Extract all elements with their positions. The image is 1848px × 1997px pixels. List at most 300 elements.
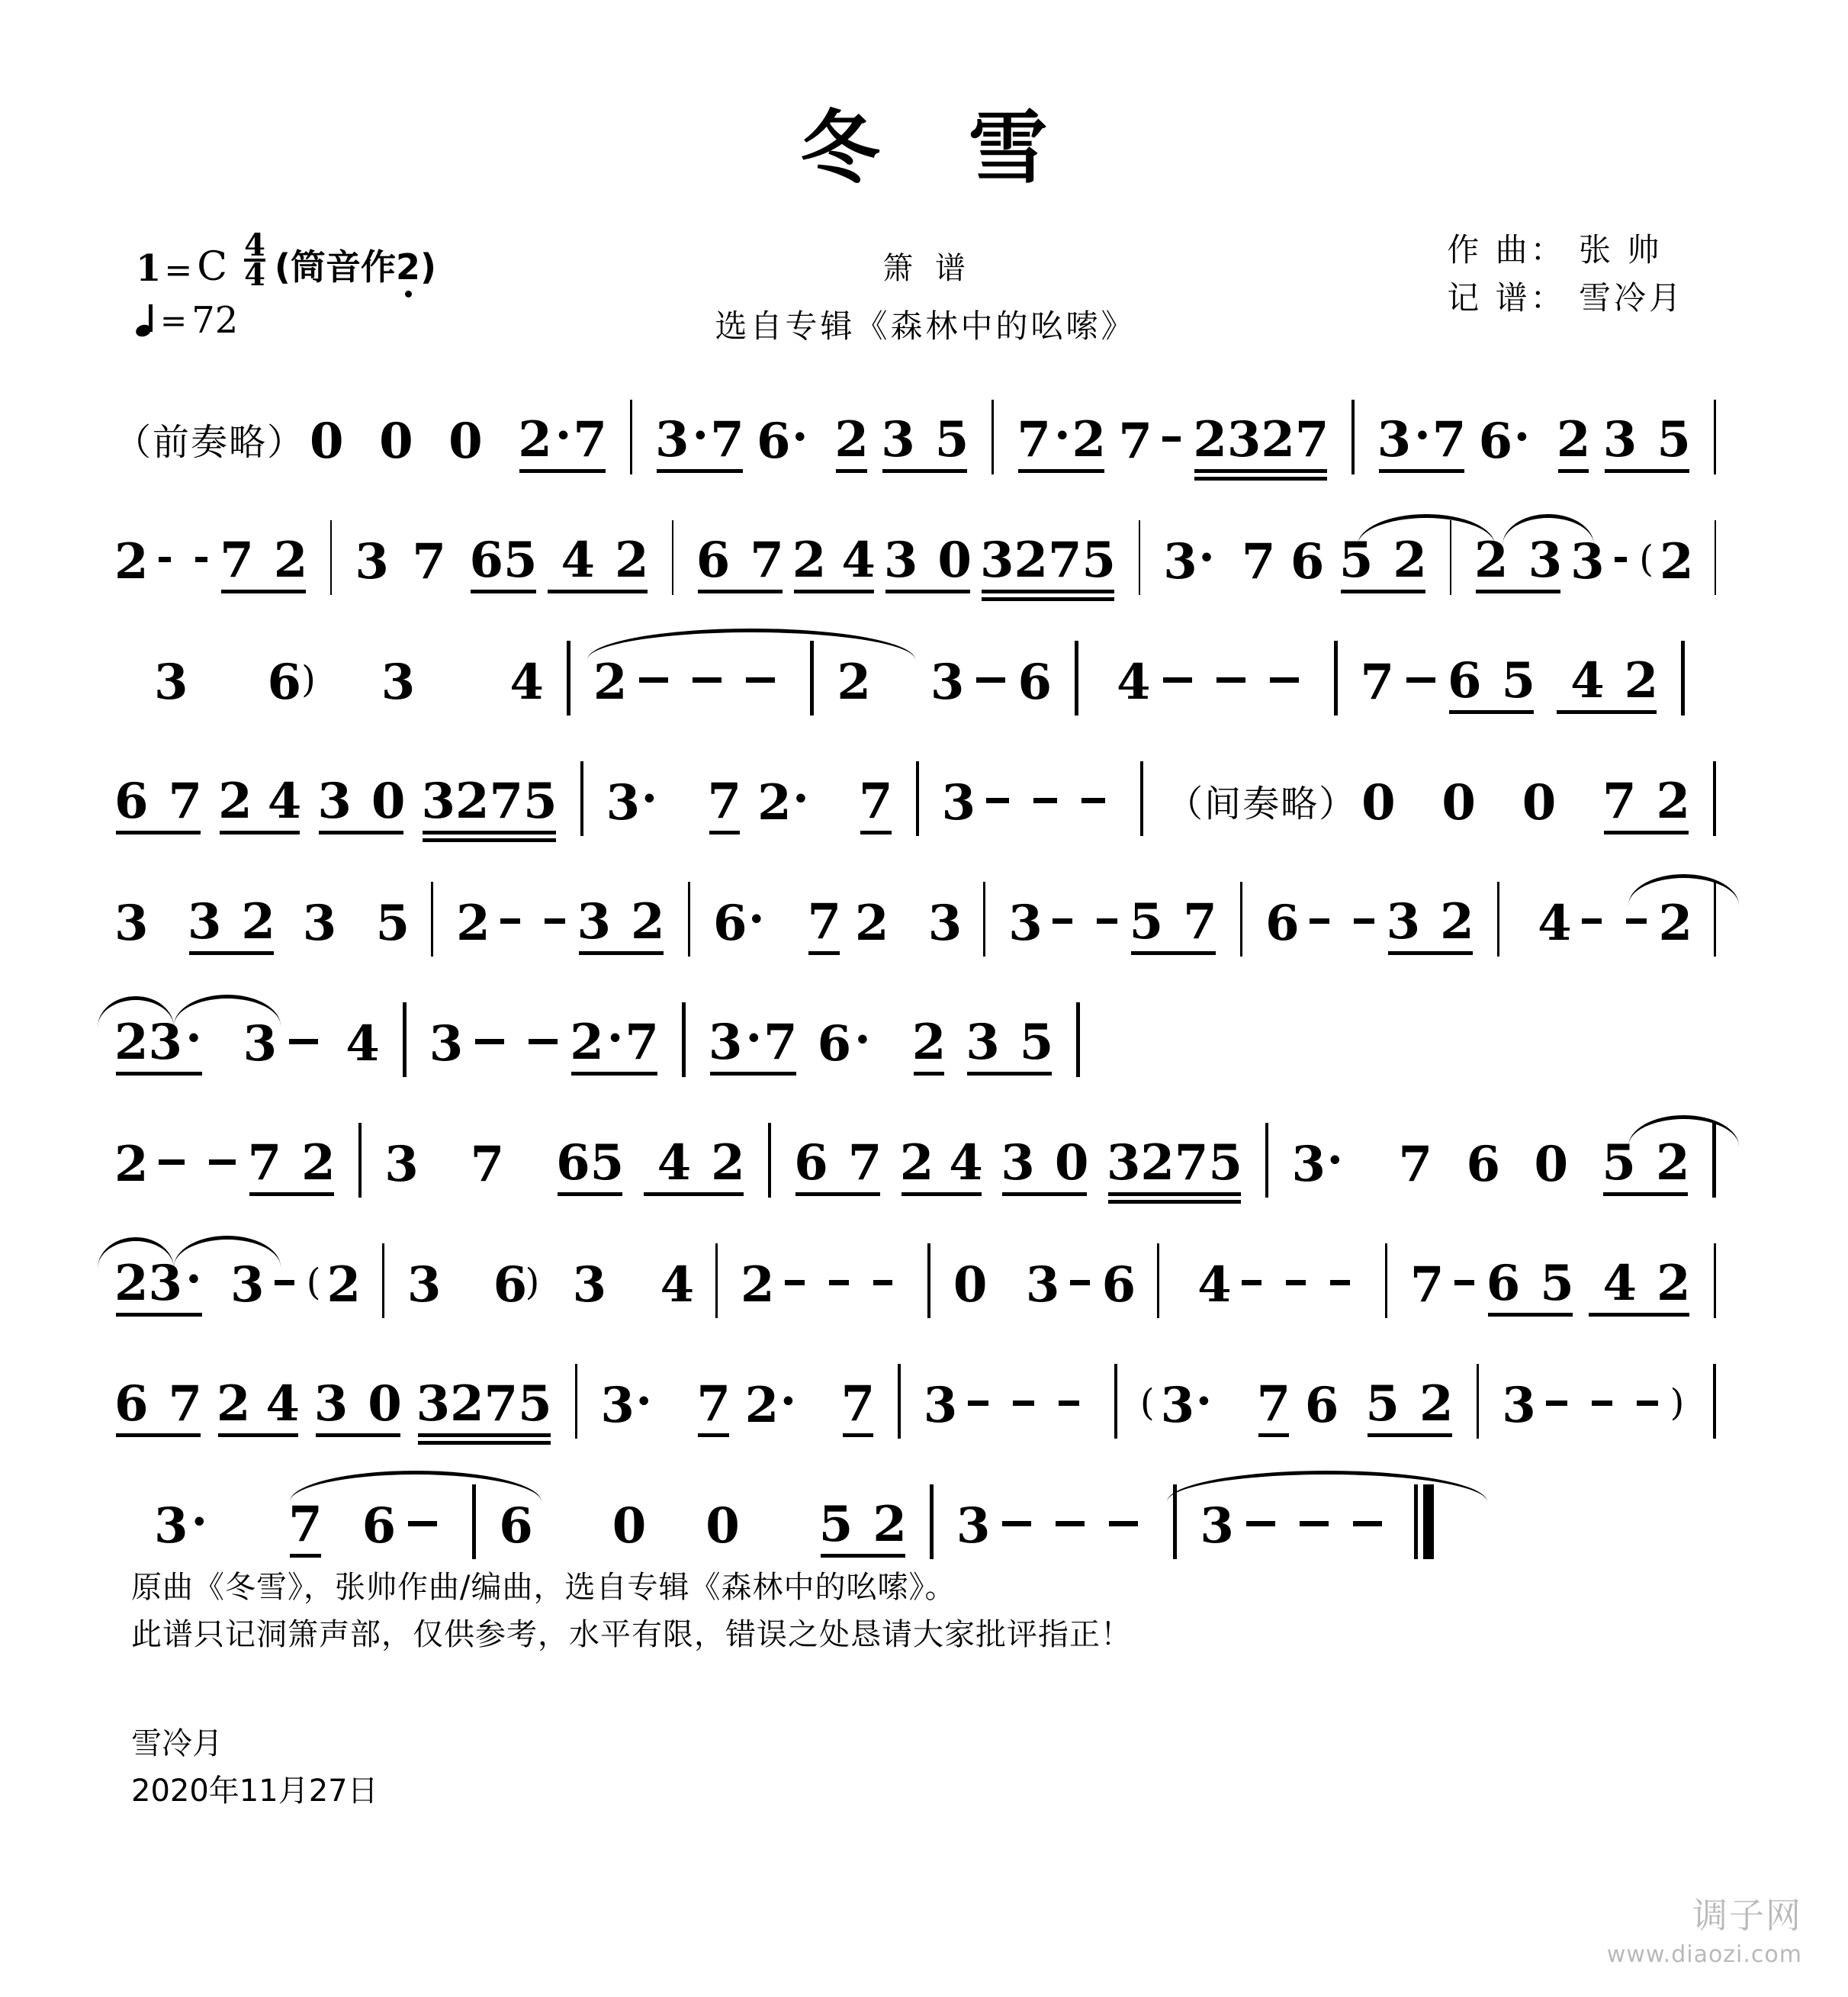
open-paren: ( [1139,1381,1156,1424]
note: 3 [923,1377,958,1434]
barline [1351,400,1354,474]
note: 5 [1365,1375,1400,1433]
note: 2 [1393,532,1427,589]
sustain-dash [1162,436,1181,442]
note: 3 [355,533,389,590]
note: 2 [1014,532,1048,589]
barline [672,520,673,595]
beam-group [187,893,275,950]
sustain-dash [408,1521,437,1526]
note: 7 [1183,893,1217,950]
note: 6 [1265,895,1300,952]
note: 3 [154,654,188,711]
beam-group [966,1014,1054,1071]
site-watermark [1607,1888,1802,1968]
barline [431,882,433,957]
note: 3 [148,1255,183,1312]
note-sharp: 4 [1538,895,1572,952]
barline [688,882,690,957]
note: 3 [883,532,918,589]
note: 2 [1261,411,1295,468]
transcriber-line: 记 谱： 雪冷月 [1447,279,1684,317]
note: 3 [1291,1136,1326,1193]
tempo-equals: = [160,301,188,339]
beam-group [247,1134,336,1191]
note: 7 [168,1375,203,1433]
augmentation-dot: · [792,409,808,465]
barline [1076,1002,1080,1077]
watermark-site-name: 调子网 [1692,1895,1802,1936]
barline [983,882,985,957]
sustain-dash [746,677,775,683]
note: 2 [456,895,490,952]
note: 2 [1072,411,1107,468]
note: 3 [421,773,455,830]
note: 7 [470,1136,505,1193]
barline [991,400,994,474]
sustain-dash [968,1400,988,1406]
note: 2 [216,1375,251,1433]
note: 3 [655,411,689,468]
sustain-dash [1246,1521,1275,1526]
sustain-dash [873,1280,893,1285]
note: 2 [1656,773,1691,830]
augmentation-dot: · [554,407,572,463]
augmentation-dot: · [191,1494,208,1549]
note: 7 [750,532,784,589]
sustain-dash [1056,1521,1085,1526]
sustain-dash [500,918,520,924]
note: 2 [1658,895,1693,952]
augmentation-dot: · [1326,1132,1344,1188]
barline [1173,1484,1177,1559]
beam-group [216,1375,300,1433]
note: 7 [247,1134,282,1191]
note: 5 [590,1134,625,1191]
note: 3 [966,1014,1000,1071]
note: 3 [317,773,352,830]
sustain-dash [1242,1280,1261,1285]
note: 5 [934,411,969,468]
beam-group [1448,652,1536,709]
note: 2 [834,411,869,468]
note: 7 [1241,533,1276,590]
note: 6 [696,532,731,589]
beam-group [834,411,869,468]
note: 5 [523,773,558,830]
barline [682,1002,686,1077]
barline [358,1123,362,1198]
barline [1497,882,1499,957]
fingering-pitch: 2 [395,246,420,288]
note: 7 [625,1014,659,1071]
note: 3 [1106,1134,1141,1191]
close-paren: ) [301,658,317,701]
note: 2 [792,532,827,589]
footnotes-block [131,1564,1132,1658]
note: 6 [713,895,747,952]
note-sharp: 4 [345,1015,380,1072]
note: 5 [503,532,538,589]
sustain-dash [1013,1400,1033,1406]
beam-group [1602,773,1691,830]
note: 5 [1081,532,1117,589]
note: 5 [1019,1014,1054,1071]
beam-group [807,893,841,950]
beam-group [1474,532,1563,589]
barline [1240,882,1242,957]
augmentation-dot: · [635,1373,652,1429]
barline [1334,641,1338,716]
note-sharp: 4 [949,1134,983,1191]
note: 2 [741,1256,775,1314]
note: 3 [416,1375,451,1433]
beam-group [818,1496,907,1553]
sustain-dash [1615,557,1627,562]
fingering-annotation [275,240,436,290]
note: 2 [455,773,490,830]
note: 3 [302,895,337,952]
note: 7 [484,1375,519,1433]
augmentation-dot: · [641,770,658,826]
staff-line-5 [114,863,1739,984]
note-sharp: 4 [1602,1255,1637,1312]
beam-group [1256,1375,1291,1433]
sustain-dash [1070,1280,1090,1285]
note: 3 [407,1256,442,1314]
signature-date: 2020年11月27日 [131,1774,378,1809]
note: 3 [187,893,222,950]
note: 0 [1441,774,1476,831]
note: 2 [1474,532,1509,589]
barline [1715,520,1716,595]
note: 3 [114,895,149,952]
note: 2 [757,774,792,831]
sustain-dash [986,798,1010,803]
beam-group [792,532,876,589]
augmentation-dot: · [1198,529,1215,585]
beam-group [546,532,649,589]
note: 7 [1409,1256,1445,1314]
staff-line-4 [114,743,1739,863]
note: 5 [375,895,410,952]
note: 2 [450,1375,484,1433]
note-sharp: 4 [265,1375,300,1433]
note: 6 [1290,533,1325,590]
beam-group [1556,411,1591,468]
note: 7 [1017,411,1051,468]
note: 3 [313,1375,349,1433]
staff-line-9 [114,1346,1739,1466]
sustain-dash [1300,1521,1329,1526]
note: 3 [600,1377,635,1434]
note: 2 [114,1255,149,1312]
note: 0 [310,413,344,470]
beam-group [883,532,972,589]
note: 2 [570,1014,604,1071]
tonic-label: 1 [136,247,162,290]
note: 3 [956,1497,991,1555]
beam-group [794,1134,882,1191]
barline [715,1243,718,1318]
barline [1714,882,1716,957]
note-sharp: 4 [657,1134,692,1191]
augmentation-dot: · [792,770,809,826]
meter-numerator: 4 [244,227,265,263]
beam-group [469,532,538,589]
note: 3 [1200,1497,1234,1555]
beam-group [1555,652,1659,709]
sustain-dash [1033,798,1057,803]
beam-group [911,1014,946,1071]
sustain-dash [1270,677,1299,683]
beam-group [317,773,406,830]
beam-group [1386,893,1474,950]
note: 0 [1054,1134,1089,1191]
beam-group [421,773,558,830]
note: 5 [818,1496,853,1553]
note: 3 [1163,533,1197,590]
note: 6 [1466,1136,1501,1193]
beam-group [1193,411,1329,468]
note: 2 [711,1134,745,1191]
note: 3 [1025,1256,1060,1314]
key-value: C [197,244,228,290]
note: 2 [114,533,149,590]
note: 3 [1528,532,1563,589]
barline [1139,520,1140,595]
augmentation-dot: · [1195,1373,1213,1429]
sustain-dash [195,557,207,562]
barline [382,1243,384,1318]
sustain-dash [529,1039,558,1044]
barline [567,641,570,716]
note: 2 [273,532,308,589]
barline [1681,641,1685,716]
barline [472,1484,476,1559]
sustain-dash [1097,918,1117,924]
beam-group [1001,1134,1089,1191]
beam-group [708,1010,798,1071]
note: 7 [1048,532,1082,589]
note: 7 [1256,1375,1291,1433]
beam-group [416,1375,552,1433]
beam-group [881,411,969,468]
beam-group [114,1010,204,1071]
note: 3 [708,1014,743,1071]
note: 2 [326,1256,362,1314]
note: 7 [1360,654,1395,711]
augmentation-dot: · [745,1010,763,1066]
note-sharp: 4 [1570,652,1605,709]
final-double-barline [1414,1484,1434,1559]
sustain-dash [1353,1521,1382,1526]
sustain-dash [275,1280,294,1285]
beam-group [114,773,203,830]
barline [630,400,632,474]
close-paren: ) [1670,1381,1686,1424]
note: 6 [1478,413,1513,470]
note: 3 [148,1014,183,1071]
note: 7 [1118,413,1152,470]
note: 3 [572,1256,607,1314]
staff-line-3 [114,622,1739,743]
note: 5 [1602,1134,1636,1191]
barline [927,1243,930,1318]
note-sharp: 4 [1197,1256,1232,1314]
sustain-dash [1310,918,1329,924]
note: 3 [154,1497,188,1555]
note-sharp: 4 [841,532,876,589]
sustain-dash [1081,798,1105,803]
beam-group [1602,1134,1690,1191]
tempo-value: 72 [191,299,239,342]
note: 0 [1522,774,1557,831]
note: 3 [979,532,1014,589]
staff-line-2 [114,502,1739,622]
beam-group [696,1375,731,1433]
note: 6 [1017,654,1052,711]
note: 2 [1624,652,1659,709]
note: 5 [1657,411,1691,468]
note: 0 [705,1497,740,1555]
sustain-dash [693,677,722,683]
note: 7 [807,893,841,950]
note: 3 [1570,533,1605,590]
note: 3 [381,654,416,711]
beam-group [979,532,1117,589]
beam-group [570,1010,659,1071]
note: 0 [612,1497,647,1555]
note: 5 [518,1375,552,1433]
augmentation-dot: · [1513,409,1531,465]
sustain-dash [159,557,171,562]
note: 6 [267,654,302,711]
key-signature-block [136,227,436,342]
note: 2 [518,411,552,468]
sustain-dash [1216,677,1245,683]
note: 2 [1655,1134,1690,1191]
open-paren: ( [1639,538,1655,580]
note: 6 [1448,652,1482,709]
note: 3 [606,774,641,831]
fingering-open: (筒音作 [274,246,396,288]
watermark-site-url: www.diaozi.com [1606,1941,1802,1968]
note: 7 [696,1375,731,1433]
note: 0 [1361,774,1396,831]
interlude-omitted-marker: （间奏略） [1166,782,1358,825]
note: 3 [1160,1377,1195,1434]
note: 2 [744,1377,779,1434]
sustain-dash [785,1280,805,1285]
signature-block [131,1720,378,1815]
note: 3 [1502,1377,1536,1434]
sustain-dash [1454,1280,1474,1285]
barline [1140,761,1143,836]
note: 6 [1304,1377,1339,1434]
augmentation-dot: · [606,1010,624,1066]
beam-group [1129,893,1217,950]
barline [930,1484,934,1559]
barline [330,520,332,595]
note: 2 [241,893,275,950]
note: 2 [631,893,665,950]
augmentation-dot: · [1414,407,1431,463]
barline [1265,1123,1269,1198]
augmentation-dot: · [854,1011,871,1067]
beam-group [1602,411,1691,468]
beam-group [696,532,784,589]
sustain-dash [976,677,1005,683]
barline [1075,641,1078,716]
note: 5 [1129,893,1164,950]
beam-group [114,1375,203,1433]
note: 5 [1540,1255,1574,1312]
note: 6 [1101,1256,1136,1314]
note: 2 [615,532,649,589]
sustain-dash [545,918,564,924]
beam-group [218,773,302,830]
augmentation-dot: · [185,1251,202,1307]
note: 0 [937,532,972,589]
sustain-dash [1626,918,1646,924]
note: 3 [1602,411,1637,468]
note: 6 [794,1134,828,1191]
signature-author: 雪冷月 [131,1726,223,1761]
note: 3 [230,1256,265,1314]
beam-group [840,1375,876,1433]
barline [1157,1243,1159,1318]
barline [898,1364,901,1439]
composer-line: 作 曲： 张 帅 [1447,231,1663,269]
beam-group [518,407,607,468]
note: 6 [757,413,791,470]
augmentation-dot: · [748,891,765,947]
barline [1477,1364,1480,1439]
barline [1713,1364,1716,1439]
subtitle-source: 选自专辑《森林中的吆嗦》 [715,307,1136,345]
barline [1385,1243,1387,1318]
note: 2 [854,895,889,952]
note: 6 [469,532,503,589]
sustain-dash [1406,677,1435,683]
staff-line-1 [114,381,1739,502]
beam-group [642,1134,745,1191]
barline [1450,520,1451,595]
fingering-close: ) [419,246,436,288]
sustain-dash [639,677,668,683]
sustain-dash [1582,918,1602,924]
close-paren: ) [525,1261,542,1304]
note: 6 [1486,1255,1521,1312]
note: 2 [1419,1375,1454,1433]
beam-group [577,893,665,950]
note: 2 [873,1496,907,1553]
note: 5 [1339,532,1374,589]
barline [403,1002,407,1077]
note: 2 [1656,1255,1691,1312]
sustain-dash [1637,1400,1657,1406]
barline [575,1364,578,1439]
augmentation-dot: · [1053,407,1071,463]
barline [1714,1243,1716,1318]
note-sharp: 4 [267,773,302,830]
note: 7 [1602,773,1637,830]
beam-group [1017,407,1107,468]
augmentation-dot: · [779,1373,797,1429]
note: 3 [1226,411,1261,468]
beam-group [114,1251,204,1312]
